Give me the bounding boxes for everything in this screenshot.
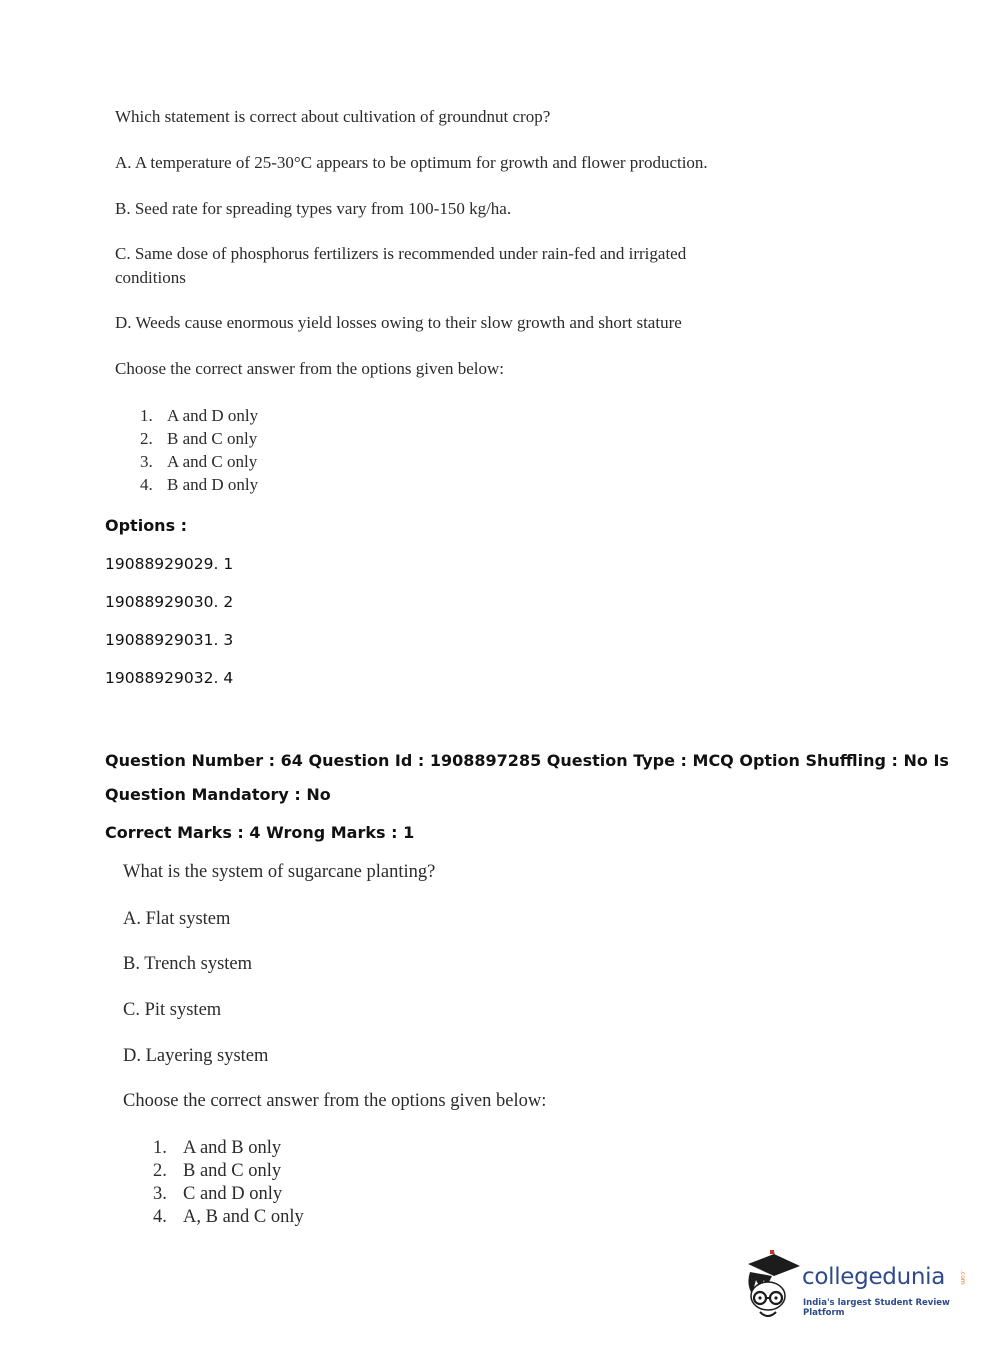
logo-wordmark: collegedunia (802, 1264, 946, 1290)
choice-number: 3. (140, 452, 153, 471)
option-item-1: 19088929029. 1 (105, 555, 234, 573)
question-marks-line: Correct Marks : 4 Wrong Marks : 1 (105, 823, 415, 842)
choice-number: 4. (153, 1207, 167, 1227)
question-2-statement-a: A. Flat system (123, 909, 231, 929)
choice-number: 1. (140, 406, 153, 425)
question-mandatory-line: Question Mandatory : No (105, 785, 331, 804)
collegedunia-logo[interactable] (742, 1250, 972, 1320)
option-item-3: 19088929031. 3 (105, 631, 234, 649)
question-1-statement-a: A. A temperature of 25-30°C appears to be optimum for growth and flower production. (115, 153, 708, 172)
choice-number: 3. (153, 1184, 167, 1204)
question-1-statement-c-cont: conditions (115, 268, 186, 287)
question-1-statement-b: B. Seed rate for spreading types vary from 100-150 kg/ha. (115, 199, 512, 218)
question-1-choice-list (140, 404, 258, 496)
list-item (153, 1206, 304, 1229)
question-2-instruction: Choose the correct answer from the options given below: (123, 1091, 547, 1111)
options-heading: Options : (105, 516, 188, 535)
logo-tagline: India's largest Student Review Platform (803, 1298, 950, 1318)
question-1-statement-d: D. Weeds cause enormous yield losses owing to their slow growth and short stature (115, 313, 682, 332)
choice-number: 4. (140, 475, 153, 494)
choice-text: A and D only (167, 406, 259, 425)
question-1-stem: Which statement is correct about cultivation of groundnut crop? (115, 107, 551, 126)
list-item (140, 473, 258, 496)
question-2-statement-d: D. Layering system (123, 1046, 269, 1066)
choice-number: 2. (153, 1161, 167, 1181)
list-item (140, 450, 258, 473)
question-2-statement-b: B. Trench system (123, 954, 253, 974)
question-2-stem: What is the system of sugarcane planting? (123, 862, 436, 882)
list-item (140, 427, 258, 450)
option-item-4: 19088929032. 4 (105, 669, 234, 687)
choice-text: B and D only (167, 475, 259, 494)
question-meta-line: Question Number : 64 Question Id : 1908897285 Question Type : MCQ Option Shuffling : No Is (105, 751, 949, 770)
choice-number: 1. (153, 1138, 167, 1158)
choice-text: A, B and C only (183, 1207, 304, 1227)
list-item (153, 1183, 304, 1206)
choice-number: 2. (140, 429, 153, 448)
choice-text: A and B only (183, 1138, 282, 1158)
choice-text: C and D only (183, 1184, 283, 1204)
choice-text: A and C only (167, 452, 258, 471)
question-1-statement-c: C. Same dose of phosphorus fertilizers is recommended under rain-fed and irrigated (115, 244, 687, 263)
option-item-2: 19088929030. 2 (105, 593, 234, 611)
choice-text: B and C only (183, 1161, 282, 1181)
choice-text: B and C only (167, 429, 258, 448)
question-1-instruction: Choose the correct answer from the options given below: (115, 359, 505, 378)
logo-suffix: .com (959, 1270, 966, 1285)
list-item (153, 1137, 304, 1160)
question-2-choice-list (153, 1137, 304, 1229)
list-item (153, 1160, 304, 1183)
list-item (140, 404, 258, 427)
question-2-statement-c: C. Pit system (123, 1000, 222, 1020)
